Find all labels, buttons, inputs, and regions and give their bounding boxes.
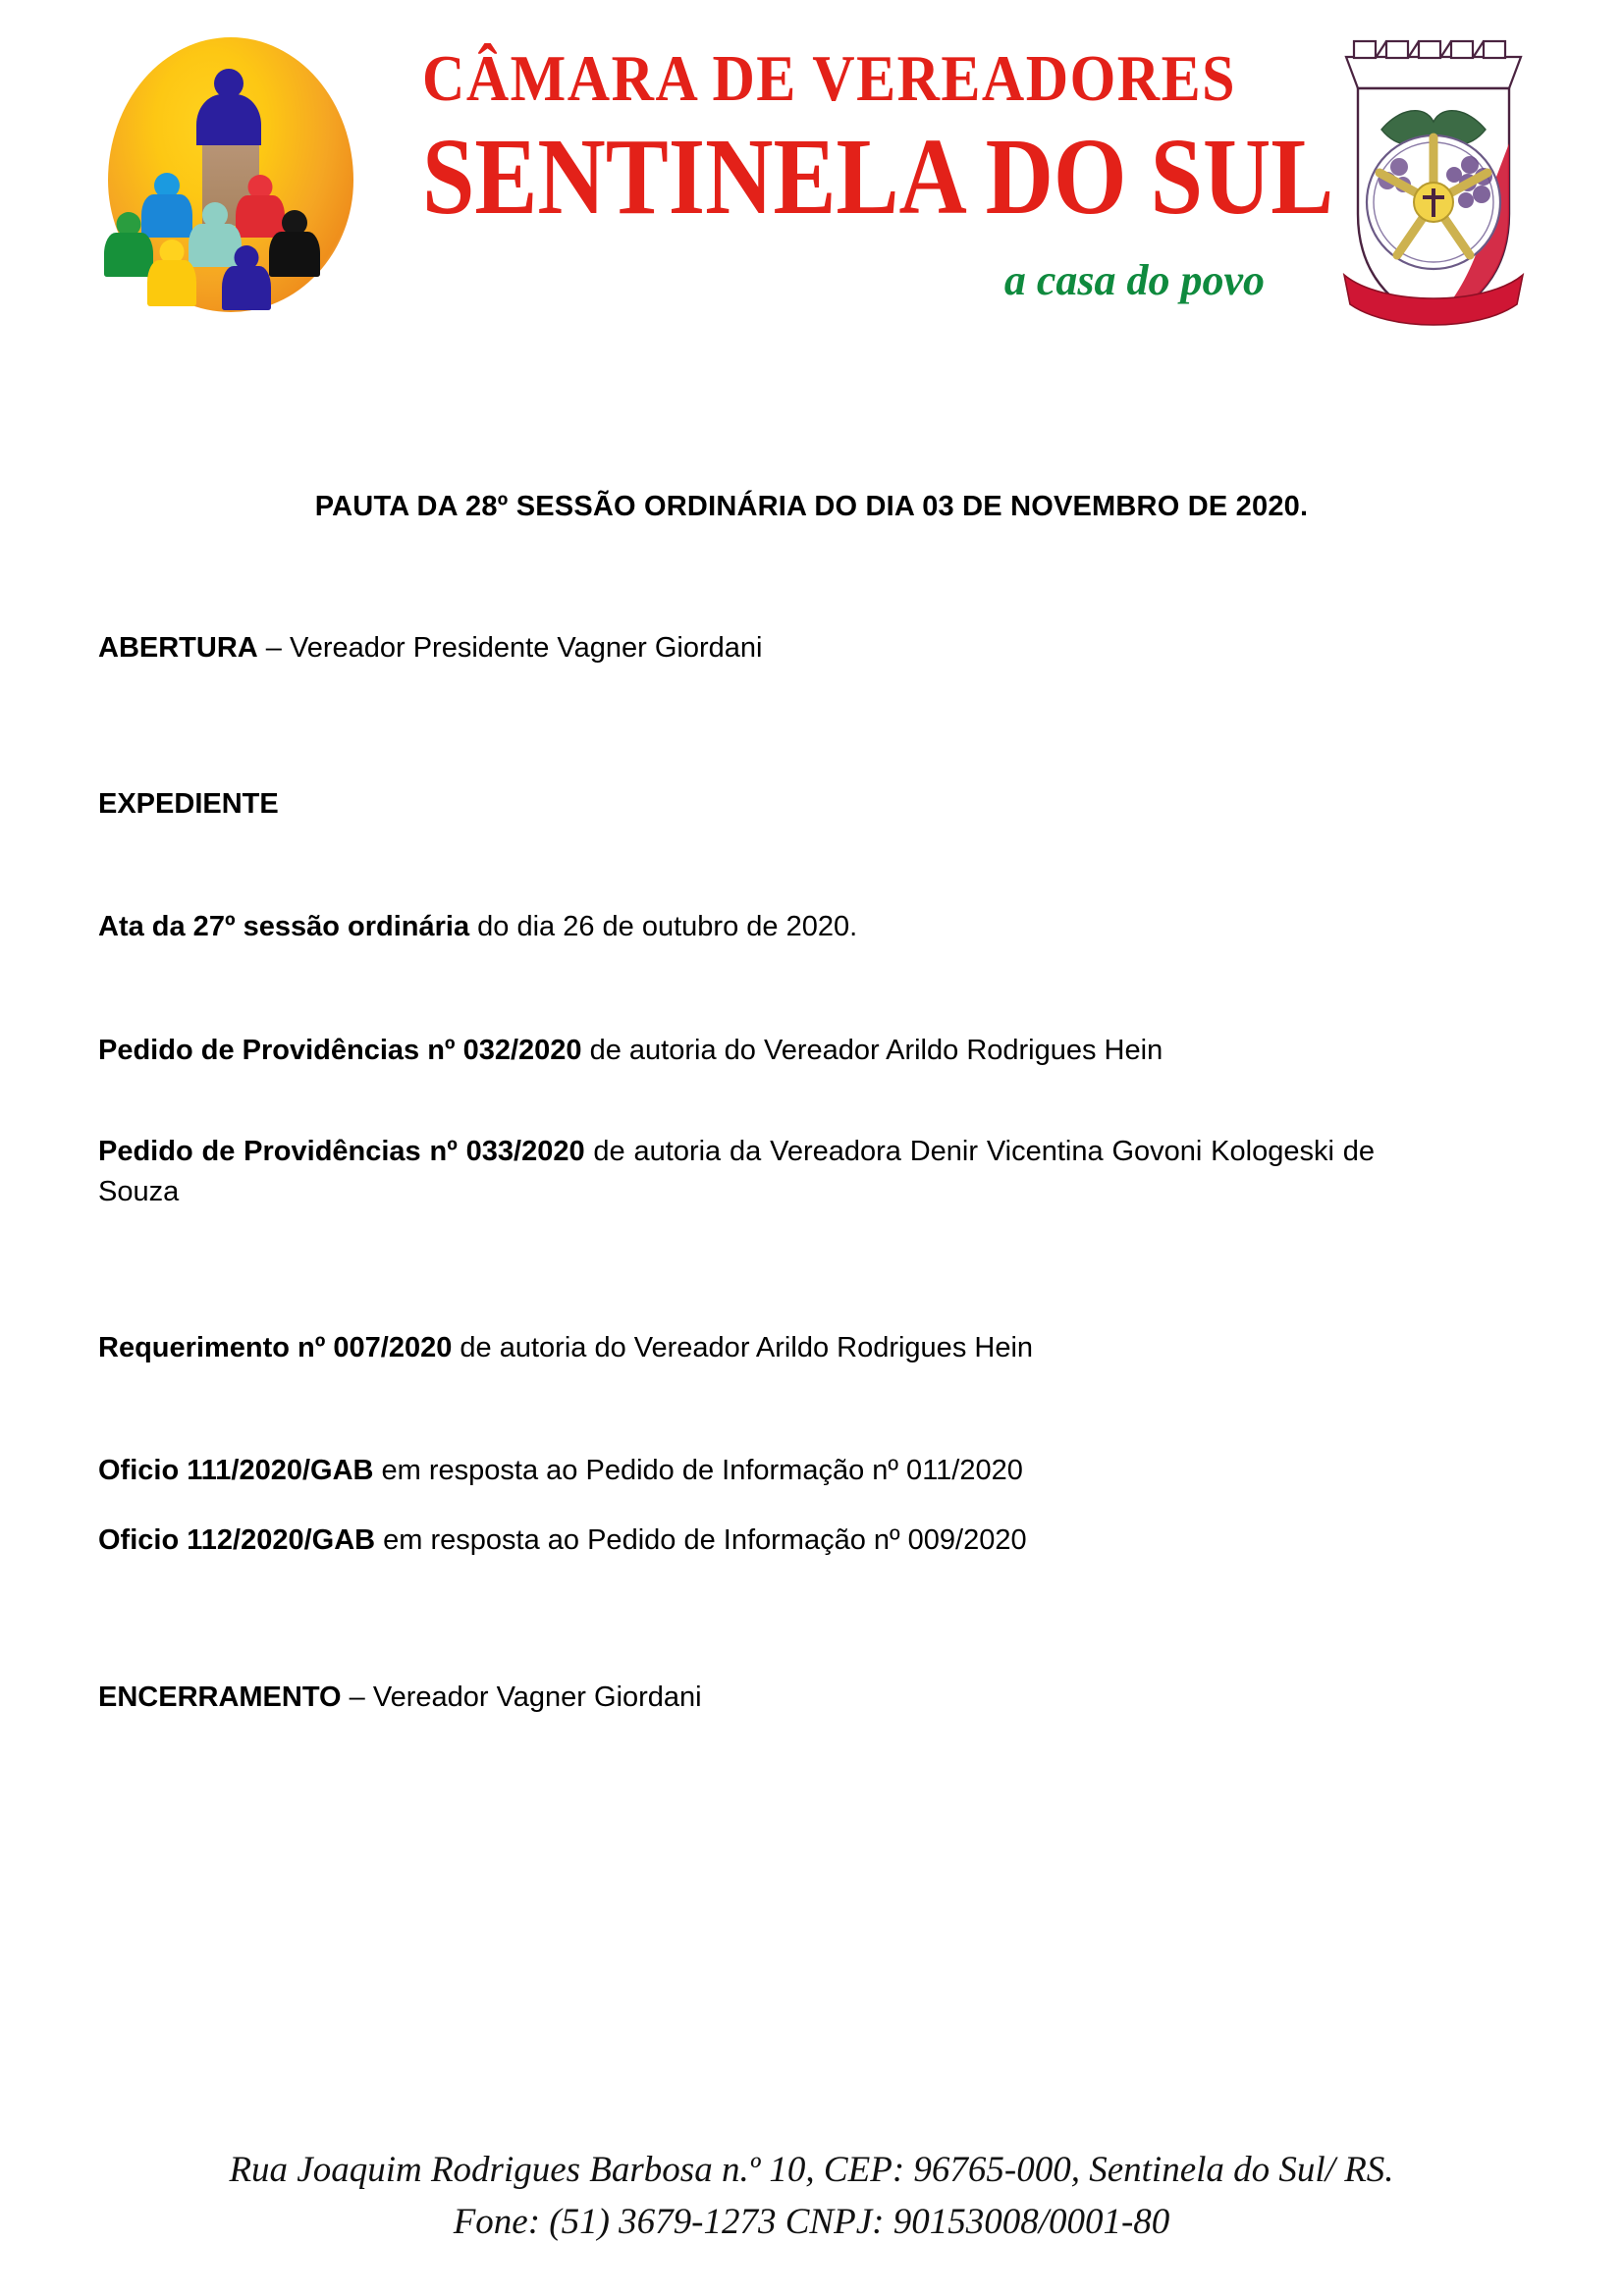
wordmark-line-sentinela-do-sul: SENTINELA DO SUL bbox=[422, 115, 1334, 238]
agenda-item-encerramento-text: – Vereador Vagner Giordani bbox=[341, 1681, 702, 1713]
agenda-body bbox=[98, 628, 1375, 1718]
spacer bbox=[98, 1562, 1375, 1678]
spacer bbox=[98, 668, 1375, 784]
spacer bbox=[98, 1368, 1375, 1451]
agenda-item-pedido-033-text: de autoria da Vereadora Denir Vicentina Govoni Kologeski de Souza bbox=[98, 1135, 1375, 1207]
agenda-item-oficio-112 bbox=[98, 1521, 1375, 1561]
agenda-item-pedido-032-label: Pedido de Providências nº 032/2020 bbox=[98, 1034, 582, 1066]
coat-of-arms-svg bbox=[1330, 27, 1537, 332]
spacer bbox=[98, 1212, 1375, 1328]
agenda-item-abertura-label: ABERTURA bbox=[98, 632, 258, 664]
agenda-item-oficio-111-text: em resposta ao Pedido de Informação nº 011/2020 bbox=[373, 1455, 1023, 1487]
agenda-item-expediente bbox=[98, 784, 1375, 825]
footer-address: Rua Joaquim Rodrigues Barbosa n.º 10, CEP: 96765-000, Sentinela do Sul/ RS. bbox=[229, 2150, 1394, 2190]
audience-figure-black-icon bbox=[269, 210, 320, 277]
spacer bbox=[98, 1071, 1375, 1132]
agenda-item-expediente-label: EXPEDIENTE bbox=[98, 788, 279, 821]
spacer bbox=[98, 1491, 1375, 1521]
letterhead-header bbox=[0, 0, 1623, 363]
footer-phone-cnpj: Fone: (51) 3679-1273 CNPJ: 90153008/0001-80 bbox=[453, 2201, 1170, 2242]
assembly-people-logo-icon bbox=[86, 27, 371, 322]
speaker-figure-icon bbox=[196, 69, 261, 145]
spacer bbox=[98, 825, 1375, 907]
agenda-item-requerimento-007-label: Requerimento nº 007/2020 bbox=[98, 1332, 453, 1364]
audience-figure-yellow-icon bbox=[147, 240, 196, 306]
agenda-item-pedido-032-text: de autoria do Vereador Arildo Rodrigues Hein bbox=[581, 1034, 1163, 1066]
page-footer bbox=[0, 2145, 1623, 2248]
agenda-item-pedido-033-label: Pedido de Providências nº 033/2020 bbox=[98, 1135, 585, 1167]
spacer bbox=[98, 948, 1375, 1031]
agenda-item-ata bbox=[98, 907, 1375, 947]
institution-wordmark bbox=[422, 41, 1334, 305]
agenda-item-oficio-112-text: em resposta ao Pedido de Informação nº 009/2020 bbox=[375, 1524, 1027, 1557]
agenda-item-pedido-033 bbox=[98, 1132, 1375, 1212]
agenda-item-oficio-111-label: Oficio 111/2020/GAB bbox=[98, 1455, 374, 1487]
agenda-item-oficio-112-label: Oficio 112/2020/GAB bbox=[98, 1524, 376, 1557]
agenda-item-encerramento-label: ENCERRAMENTO bbox=[98, 1681, 342, 1713]
agenda-item-abertura-text: – Vereador Presidente Vagner Giordani bbox=[257, 632, 763, 664]
agenda-item-requerimento-007 bbox=[98, 1328, 1375, 1368]
wordmark-tagline: a casa do povo bbox=[1003, 256, 1265, 304]
agenda-item-pedido-032 bbox=[98, 1031, 1375, 1071]
audience-figure-green-icon bbox=[104, 212, 153, 277]
agenda-item-encerramento bbox=[98, 1678, 1375, 1718]
agenda-item-oficio-111 bbox=[98, 1451, 1375, 1491]
page-title: PAUTA DA 28º SESSÃO ORDINÁRIA DO DIA 03 DE NOVEMBRO DE 2020. bbox=[314, 491, 1309, 522]
coat-of-arms-icon bbox=[1330, 27, 1537, 332]
agenda-item-abertura bbox=[98, 628, 1375, 668]
audience-figure-navy-icon bbox=[222, 245, 271, 310]
agenda-item-requerimento-007-text: de autoria do Vereador Arildo Rodrigues Hein bbox=[452, 1332, 1034, 1364]
agenda-item-ata-text: do dia 26 de outubro de 2020. bbox=[469, 911, 858, 943]
agenda-item-ata-label: Ata da 27º sessão ordinária bbox=[98, 911, 470, 943]
wordmark-line-camara-de-vereadores: CÂMARA DE VEREADORES bbox=[422, 41, 1236, 115]
